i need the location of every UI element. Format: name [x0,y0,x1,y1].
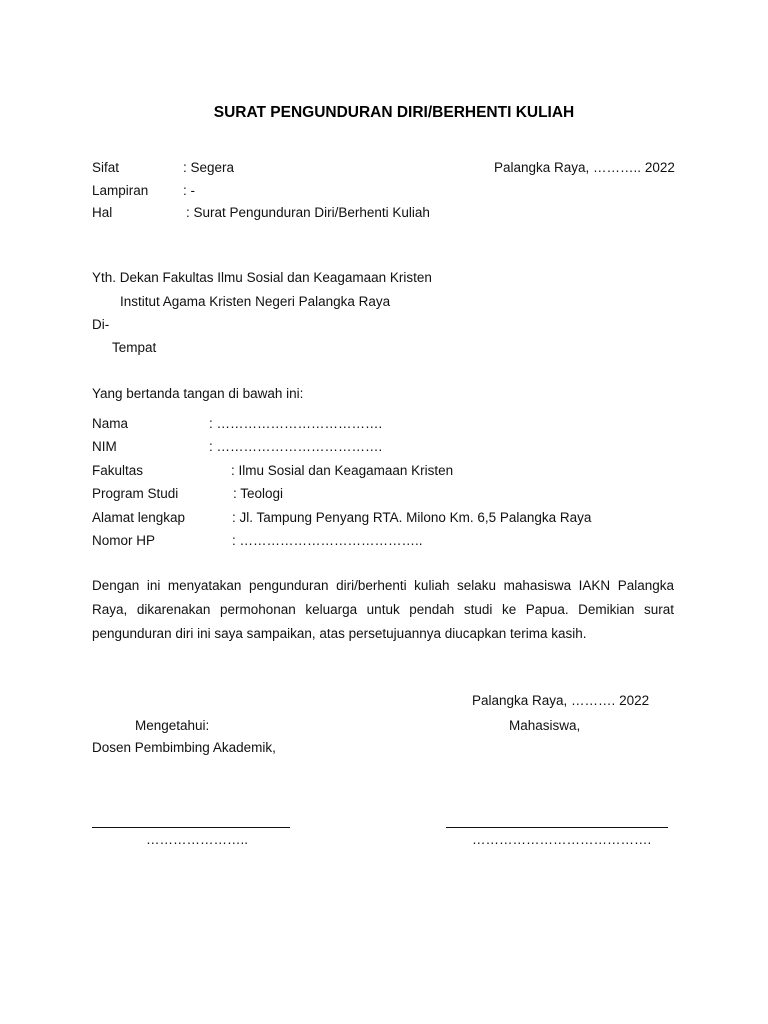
hal-value: : Surat Pengunduran Diri/Berhenti Kuliah [186,205,430,220]
intro-text: Yang bertanda tangan di bawah ini: [92,386,304,401]
right-signature-line [446,827,668,828]
letter-title: SURAT PENGUNDURAN DIRI/BERHENTI KULIAH [213,104,575,121]
field-label-nim: NIM [92,439,117,454]
dosen-label: Dosen Pembimbing Akademik, [92,740,276,755]
lampiran-label: Lampiran [92,183,149,198]
field-value-fakultas: : Ilmu Sosial dan Keagamaan Kristen [231,463,454,478]
field-label-alamat: Alamat lengkap [92,510,186,525]
hal-label: Hal [92,205,113,220]
left-signature-line [92,827,290,828]
field-label-program-studi: Program Studi [92,486,179,501]
closing-place-date: Palangka Raya, ………. 2022 [472,693,650,708]
sifat-value: : Segera [183,160,235,175]
field-value-program-studi: : Teologi [233,486,284,501]
right-signatory-name: …………………………………. [472,832,652,847]
field-label-nomor-hp: Nomor HP [92,533,156,548]
recipient-line-1: Yth. Dekan Fakultas Ilmu Sosial dan Keagamaan Kristen [92,270,432,285]
recipient-line-4: Tempat [112,340,157,355]
field-value-nim: : ………………………………. [209,439,383,454]
field-value-nama: : ………………………………. [209,416,383,431]
mengetahui-label: Mengetahui: [135,718,210,733]
sifat-label: Sifat [92,160,120,175]
field-value-alamat: : Jl. Tampung Penyang RTA. Milono Km. 6,5 Palangka Raya [232,510,592,525]
field-value-nomor-hp: : ………………………………….. [232,533,423,548]
mahasiswa-label: Mahasiswa, [509,718,581,733]
header-place-date: Palangka Raya, ……….. 2022 [494,160,675,175]
left-signatory-name: ………………….. [146,832,249,847]
body-paragraph: Dengan ini menyatakan pengunduran diri/berhenti kuliah selaku mahasiswa IAKN Palangka Raya, dikarenakan permohonan keluarga untuk pendah studi ke Papua. Demikian surat pengunduran diri ini saya sampaikan, atas persetujuannya diucapkan terima kasih. [92,578,674,641]
recipient-line-2: Institut Agama Kristen Negeri Palangka Raya [120,294,391,309]
recipient-line-3: Di- [92,317,110,332]
field-label-nama: Nama [92,416,129,431]
field-label-fakultas: Fakultas [92,463,144,478]
lampiran-value: : - [183,183,195,198]
